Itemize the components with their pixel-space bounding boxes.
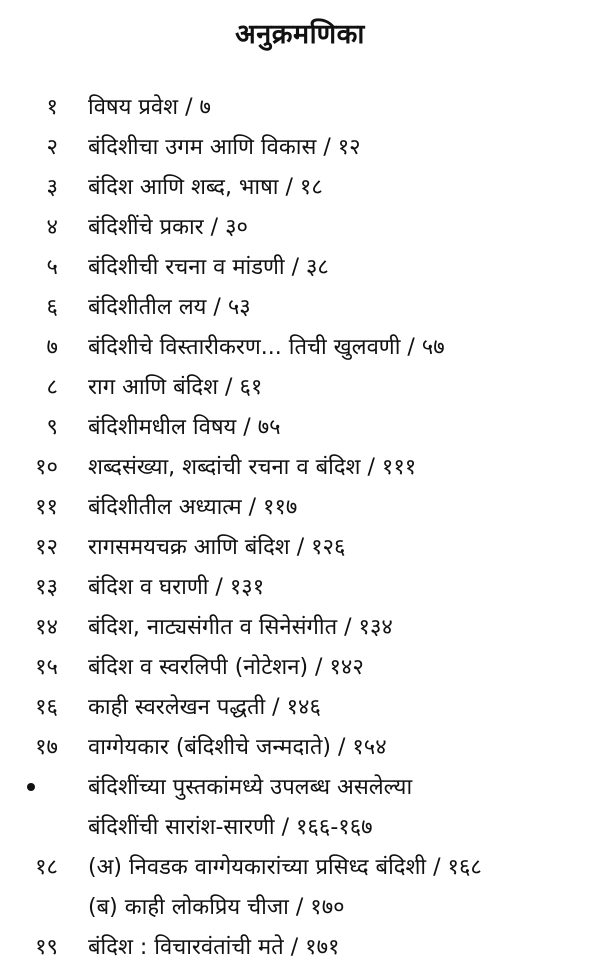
toc-entry bbox=[0, 848, 600, 888]
entry-title: शब्दसंख्या, शब्दांची रचना व बंदिश / १११ bbox=[88, 455, 417, 480]
toc-entry bbox=[0, 328, 600, 368]
entry-title: बंदिशीची रचना व मांडणी / ३८ bbox=[88, 255, 329, 280]
entry-number: १४ bbox=[35, 615, 58, 640]
toc-entry bbox=[0, 288, 600, 328]
entry-number: ६ bbox=[46, 295, 58, 320]
entry-title: बंदिश व स्वरलिपी (नोटेशन) / १४२ bbox=[88, 655, 364, 680]
toc-entry bbox=[0, 528, 600, 568]
entry-number: २ bbox=[46, 135, 58, 160]
entry-title: बंदिशीतील अध्यात्म / ११७ bbox=[88, 495, 298, 520]
entry-title: बंदिशीतील लय / ५३ bbox=[88, 295, 251, 320]
toc-entry bbox=[0, 808, 600, 848]
toc-entry bbox=[0, 168, 600, 208]
entry-number: ११ bbox=[35, 495, 58, 520]
toc-entry bbox=[0, 448, 600, 488]
entry-number: ३ bbox=[46, 175, 58, 200]
toc-entry bbox=[0, 208, 600, 248]
entry-number: १ bbox=[46, 95, 58, 120]
entry-title: राग आणि बंदिश / ६१ bbox=[88, 375, 263, 400]
entry-number: १२ bbox=[35, 535, 58, 560]
toc-entry bbox=[0, 408, 600, 448]
entry-title: बंदिश, नाट्यसंगीत व सिनेसंगीत / १३४ bbox=[88, 615, 393, 640]
entry-title: बंदिशींचे प्रकार / ३० bbox=[88, 215, 248, 240]
entry-title: बंदिशीचे विस्तारीकरण... तिची खुलवणी / ५७ bbox=[88, 335, 445, 360]
toc-entry bbox=[0, 768, 600, 808]
toc-entry bbox=[0, 128, 600, 168]
entry-number: ४ bbox=[46, 215, 58, 240]
entry-title: वाग्गेयकार (बंदिशीचे जन्मदाते) / १५४ bbox=[88, 735, 387, 760]
entry-title: बंदिशीचा उगम आणि विकास / १२ bbox=[88, 135, 361, 160]
entry-title: विषय प्रवेश / ७ bbox=[88, 95, 211, 120]
entry-title: बंदिश आणि शब्द, भाषा / १८ bbox=[88, 175, 323, 200]
entry-title: बंदिश : विचारवंतांची मते / १७१ bbox=[88, 935, 340, 960]
toc-entry bbox=[0, 728, 600, 768]
entry-number: १३ bbox=[35, 575, 58, 600]
entry-number: ५ bbox=[46, 255, 58, 280]
bullet-icon bbox=[27, 783, 35, 791]
toc-entry bbox=[0, 248, 600, 288]
entry-title: बंदिशींच्या पुस्तकांमध्ये उपलब्ध असलेल्या bbox=[88, 775, 413, 800]
entry-title: (अ) निवडक वाग्गेयकारांच्या प्रसिध्द बंदिशी / १६८ bbox=[88, 855, 482, 880]
entry-title: काही स्वरलेखन पद्धती / १४६ bbox=[88, 695, 321, 720]
entry-title: बंदिशींची सारांश-सारणी / १६६-१६७ bbox=[88, 815, 373, 840]
entry-title: रागसमयचक्र आणि बंदिश / १२६ bbox=[88, 535, 346, 560]
entry-number: १५ bbox=[35, 655, 58, 680]
entry-number: १८ bbox=[35, 855, 58, 880]
entry-number: १७ bbox=[35, 735, 58, 760]
entry-number: १६ bbox=[35, 695, 58, 720]
toc-entry bbox=[0, 608, 600, 648]
entry-number: ८ bbox=[46, 375, 58, 400]
page-title: अनुक्रमणिका bbox=[235, 19, 365, 50]
table-of-contents bbox=[0, 88, 600, 968]
entry-number: १९ bbox=[35, 935, 58, 960]
entry-title: बंदिशीमधील विषय / ७५ bbox=[88, 415, 281, 440]
entry-number: १० bbox=[35, 455, 58, 480]
toc-entry bbox=[0, 688, 600, 728]
toc-entry bbox=[0, 88, 600, 128]
toc-entry bbox=[0, 368, 600, 408]
toc-entry bbox=[0, 928, 600, 968]
toc-entry bbox=[0, 568, 600, 608]
entry-title: बंदिश व घराणी / १३१ bbox=[88, 575, 265, 600]
entry-number: ९ bbox=[46, 415, 58, 440]
toc-entry bbox=[0, 888, 600, 928]
entry-number: ७ bbox=[46, 335, 58, 360]
entry-title: (ब) काही लोकप्रिय चीजा / १७० bbox=[88, 895, 345, 920]
toc-entry bbox=[0, 648, 600, 688]
toc-entry bbox=[0, 488, 600, 528]
